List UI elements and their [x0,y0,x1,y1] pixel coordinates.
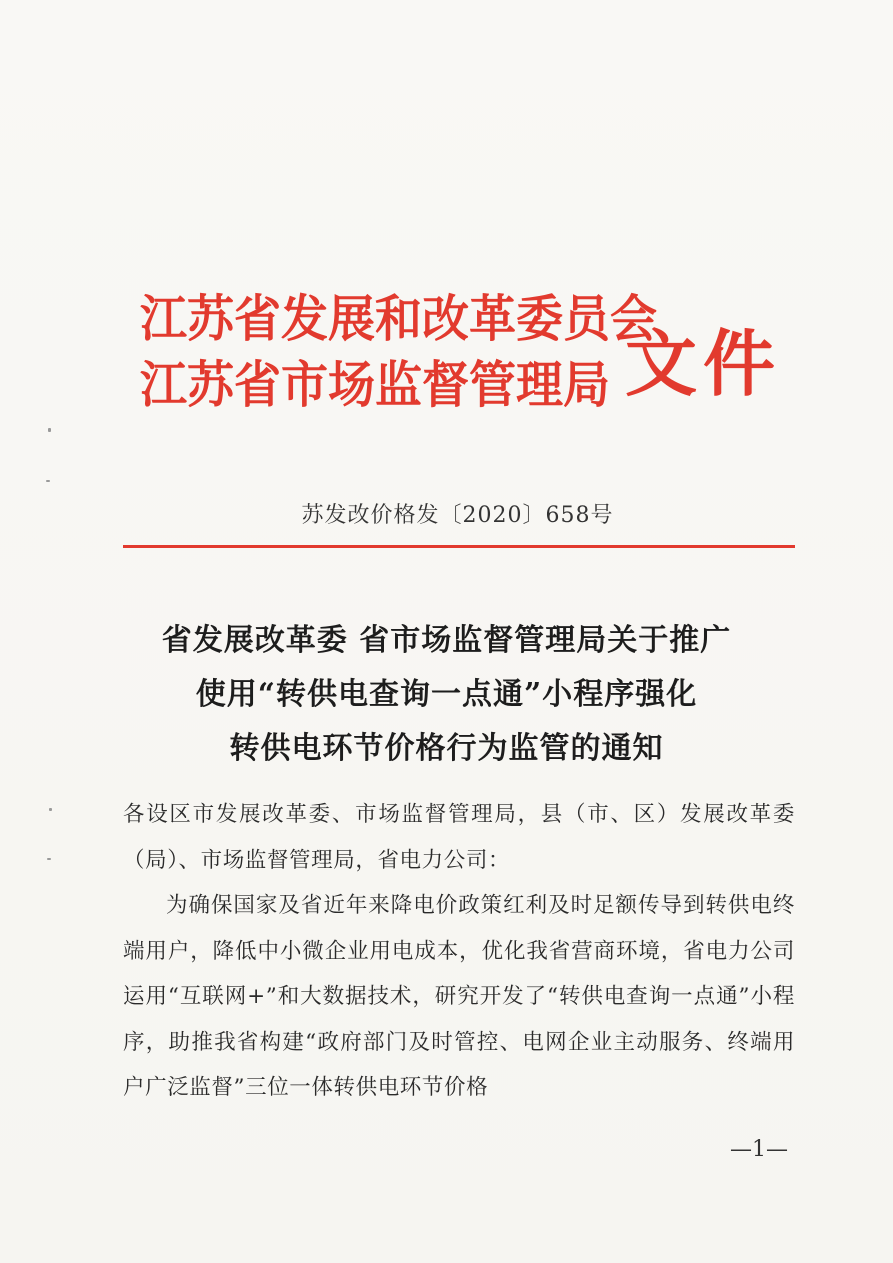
scan-speck [49,808,52,811]
scan-speck [48,428,51,432]
addressee: 各设区市发展改革委、市场监督管理局，县（市、区）发展改革委（局）、市场监督管理局，省电力公司： [123,802,795,873]
title-line-2: 使用“转供电查询一点通”小程序强化 [195,677,698,712]
title-line-1: 省发展改革委 省市场监督管理局关于推广 [161,623,732,658]
scan-speck [47,858,51,860]
issuer-line-2: 江苏省市场监督管理局 [140,356,610,414]
red-separator-line [123,545,795,548]
issuer-block [140,286,657,418]
scan-speck [46,480,50,482]
page-number: —1— [730,1137,788,1162]
issuer-line-1: 江苏省发展和改革委员会 [140,290,657,348]
body-paragraph-1: 为确保国家及省近年来降电价政策红利及时足额传导到转供电终端用户，降低中小微企业用电成本，优化我省营商环境，省电力公司运用“互联网+”和大数据技术，研究开发了“转供电查询一点通”小程序，助推我省构建“政府部门及时管控、电网企业主动服务、终端用户广泛监督”三位一体转供电环节价格 [123,893,795,1100]
document-body [123,792,795,1111]
title-line-3: 转供电环节价格行为监管的通知 [229,731,664,766]
doc-type-label: 文件 [625,322,782,406]
doc-number: 苏发改价格发〔2020〕658号 [301,503,614,528]
document-title [0,614,893,776]
